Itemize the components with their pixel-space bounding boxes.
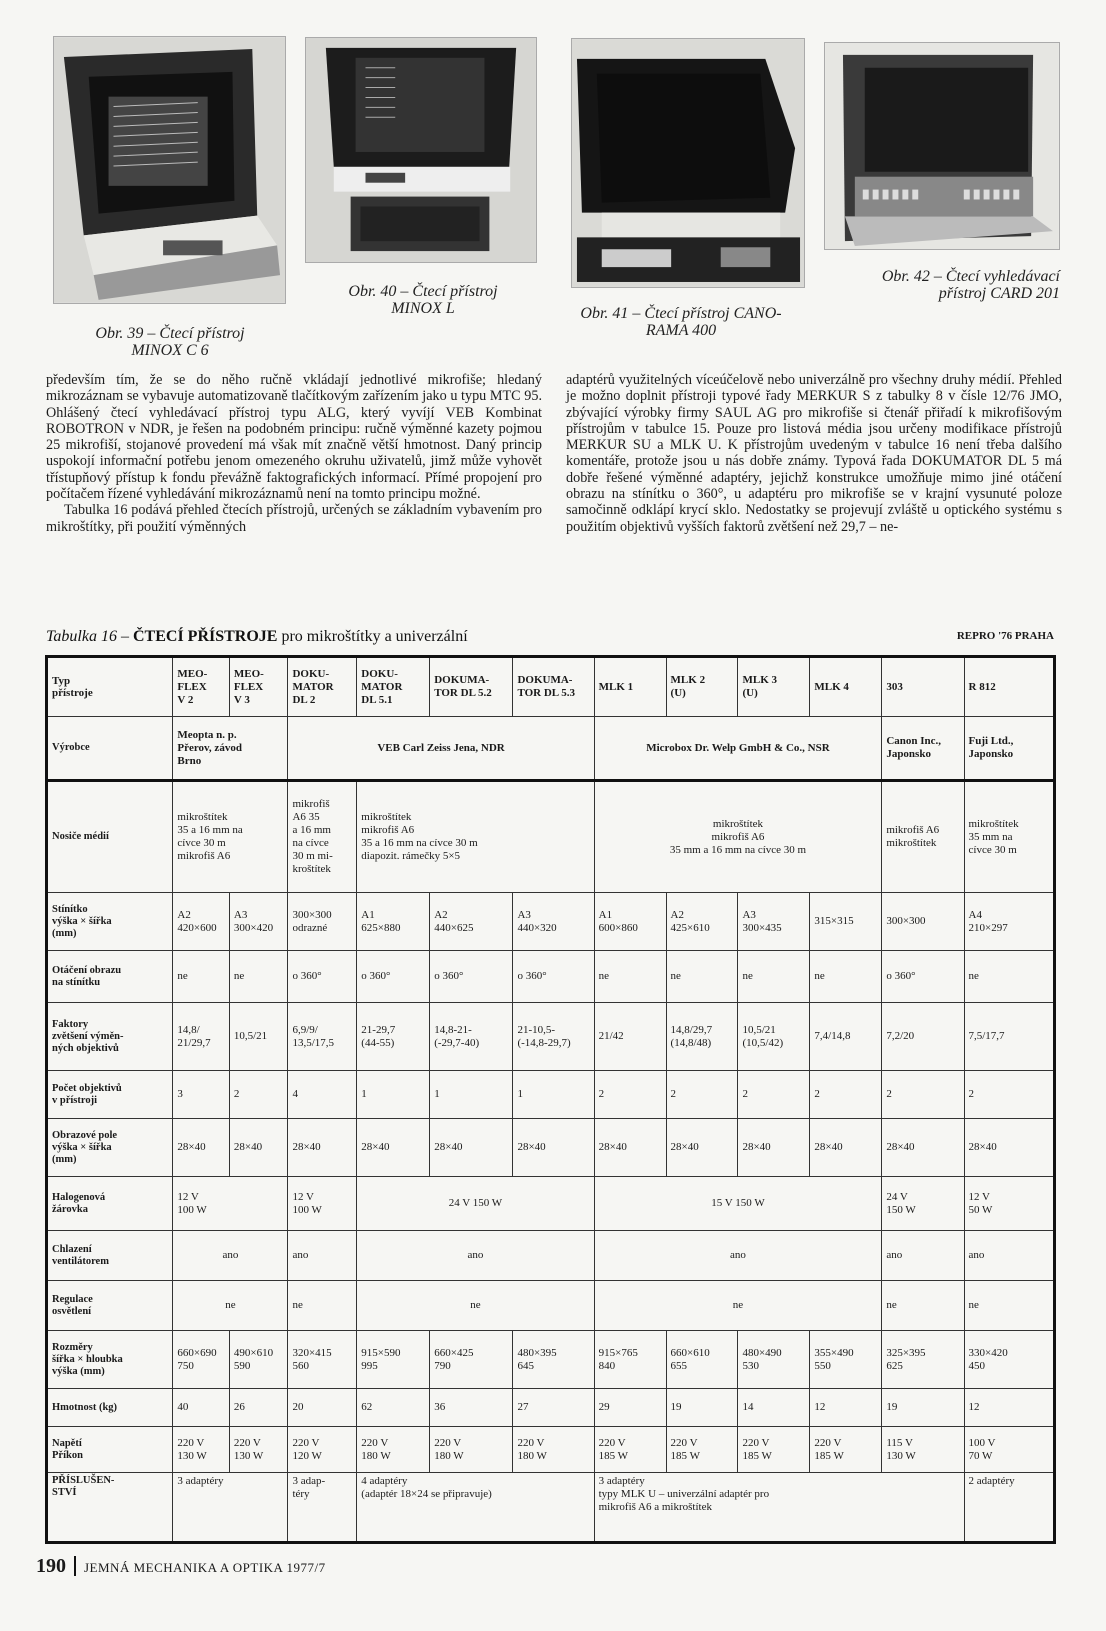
table-caption-title: ČTECÍ PŘÍSTROJE: [132, 628, 278, 645]
table-cell: 21-10,5- (-14,8-29,7): [513, 1003, 594, 1071]
table-cell: 19: [666, 1389, 738, 1427]
cell-regulace-mlk: ne: [594, 1281, 882, 1331]
photo-minox-c6: [53, 36, 286, 304]
table-cell: 2: [738, 1071, 810, 1119]
table-cell: 27: [513, 1389, 594, 1427]
table-row-vyrobce: [47, 717, 1055, 781]
table-cell: A3 300×420: [229, 893, 288, 951]
table-row-chlazeni: [47, 1231, 1055, 1281]
paragraph: adaptérů využitelných víceúčelově nebo univerzálně pro všechny druhy médií. Přehled je možno doplnit přístroji typové řady MERKUR S z tabulky 8 v čísle 12/76 JMO, zbývající výrobky firmy SAUL AG pro mikrofiše si čtenář přiřadí k mikrofišovým přístrojům v tabulce 15. Pouze pro listová média jsou určeny modifikace přístrojů MERKUR SU a MLK U. K přístrojům uvedeným v tabulce 16 není třeba dalšího komentáře, protože jsou u nás dobře známy. Typová řada DOKUMATOR DL 5 má dobře řešené výměnné adaptéry, jejichž konstrukce umožňuje mimo jiné otáčení obrazu na stínítku o 360°, u adaptéru pro mikrofiše se v krajní vysunuté poloze samočinně odklápí krycí sklo. Nedostatky se projevují zvláště u optického systému s použitím objektivů vyšších faktorů zvětšení než 29,7 – ne-: [566, 372, 1062, 535]
table-cell: A1 600×860: [594, 893, 666, 951]
table-cell: 21-29,7 (44-55): [357, 1003, 430, 1071]
table-cell: 1: [357, 1071, 430, 1119]
table-caption: [46, 628, 468, 646]
cell-nosice-canon: mikrofiš A6 mikroštítek: [882, 781, 964, 893]
table-row-hmotnost: [47, 1389, 1055, 1427]
cell-zarovka-mlk: 15 V 150 W: [594, 1177, 882, 1231]
table-cell: 300×300 odrazné: [288, 893, 357, 951]
photo-canorama-400: [571, 38, 805, 288]
journal-name: JEMNÁ MECHANIKA A OPTIKA 1977/7: [84, 1560, 326, 1575]
table-cell: 220 V 185 W: [738, 1427, 810, 1473]
table-cell: 2: [964, 1071, 1055, 1119]
table-cell: 26: [229, 1389, 288, 1427]
table-cell: 19: [882, 1389, 964, 1427]
cell-zarovka-fuji: 12 V 50 W: [964, 1177, 1055, 1231]
table-cell: 220 V 185 W: [594, 1427, 666, 1473]
table-cell: 28×40: [666, 1119, 738, 1177]
text-column-right: [566, 372, 1062, 535]
table-cell: o 360°: [513, 951, 594, 1003]
cell-zarovka-meoflex: 12 V 100 W: [173, 1177, 288, 1231]
table-row-rozmery: [47, 1331, 1055, 1389]
photo-card-201-image: [825, 43, 1059, 249]
photo-card-201: [824, 42, 1060, 250]
table-cell: ne: [810, 951, 882, 1003]
table-cell: 220 V 185 W: [810, 1427, 882, 1473]
cell-chlazeni-dl5: ano: [357, 1231, 594, 1281]
table-cell: 115 V 130 W: [882, 1427, 964, 1473]
table-cell: 20: [288, 1389, 357, 1427]
table-row-prislusenstvi: [47, 1473, 1055, 1543]
table-cell: 10,5/21 (10,5/42): [738, 1003, 810, 1071]
table-cell: A2 420×600: [173, 893, 230, 951]
table-cell: 2: [594, 1071, 666, 1119]
table-cell: 28×40: [288, 1119, 357, 1177]
cell-nosice-dl5: mikroštítek mikrofiš A6 35 a 16 mm na cívce 30 m diapozit. rámečky 5×5: [357, 781, 594, 893]
table-cell: 220 V 180 W: [357, 1427, 430, 1473]
header-napeti: Napětí Příkon: [47, 1427, 173, 1473]
table-cell: 315×315: [810, 893, 882, 951]
table-cell: 220 V 180 W: [513, 1427, 594, 1473]
table-cell: 6,9/9/ 13,5/17,5: [288, 1003, 357, 1071]
table-caption-prefix: Tabulka 16: [46, 628, 117, 645]
table-caption-separator: –: [116, 628, 133, 645]
maker-microbox: Microbox Dr. Welp GmbH & Co., NSR: [594, 717, 882, 781]
devices-table: [45, 655, 1056, 1544]
model-cell: MEO- FLEX V 2: [173, 657, 230, 717]
table-cell: 2: [882, 1071, 964, 1119]
header-rozmery: Rozměry šířka × hloubka výška (mm): [47, 1331, 173, 1389]
maker-fuji: Fuji Ltd., Japonsko: [964, 717, 1055, 781]
cell-chlazeni-canon: ano: [882, 1231, 964, 1281]
table-cell: 7,2/20: [882, 1003, 964, 1071]
table-cell: 490×610 590: [229, 1331, 288, 1389]
header-typ: Typ přístroje: [47, 657, 173, 717]
maker-meopta: Meopta n. p. Přerov, závod Brno: [173, 717, 288, 781]
header-chlazeni: Chlazení ventilátorem: [47, 1231, 173, 1281]
table-cell: A3 300×435: [738, 893, 810, 951]
table-cell: 14,8/ 21/29,7: [173, 1003, 230, 1071]
model-cell: DOKU- MATOR DL 5.1: [357, 657, 430, 717]
header-regulace: Regulace osvětlení: [47, 1281, 173, 1331]
header-hmotnost: Hmotnost (kg): [47, 1389, 173, 1427]
table-cell: 220 V 130 W: [229, 1427, 288, 1473]
table-cell: A4 210×297: [964, 893, 1055, 951]
table-cell: 660×610 655: [666, 1331, 738, 1389]
table-cell: 28×40: [357, 1119, 430, 1177]
table-cell: 320×415 560: [288, 1331, 357, 1389]
caption-obr42: Obr. 42 – Čtecí vyhledávací přístroj CARD 201: [881, 268, 1060, 302]
header-nosice: Nosiče médií: [47, 781, 173, 893]
table-cell: A3 440×320: [513, 893, 594, 951]
table-cell: 355×490 550: [810, 1331, 882, 1389]
table-row-pole: [47, 1119, 1055, 1177]
header-faktory: Faktory zvětšení výměn- ných objektivů: [47, 1003, 173, 1071]
table-cell: 220 V 120 W: [288, 1427, 357, 1473]
cell-regulace-fuji: ne: [964, 1281, 1055, 1331]
table-cell: 220 V 180 W: [430, 1427, 513, 1473]
table-cell: 28×40: [513, 1119, 594, 1177]
maker-canon: Canon Inc., Japonsko: [882, 717, 964, 781]
cell-chlazeni-mlk: ano: [594, 1231, 882, 1281]
table-cell: ne: [666, 951, 738, 1003]
cell-nosice-dl2: mikrofiš A6 35 a 16 mm na cívce 30 m mi- kroštítek: [288, 781, 357, 893]
header-pocet: Počet objektivů v přístroji: [47, 1071, 173, 1119]
table-cell: 21/42: [594, 1003, 666, 1071]
table-cell: 325×395 625: [882, 1331, 964, 1389]
paragraph: především tím, že se do něho ručně vkládají jednotlivé mikrofiše; hledaný mikrozáznam se vybavuje automatizovaně tlačítkovým zařízením jako u typu MTC 95. Ohlášený čtecí vyhledávací přístroj typu ALG, který vyvíjí VEB Kombinat ROBOTRON v NDR, je řešen na podobném principu: ručně výměnné kazety pojmou 25 mikrofiší, stojanové provedení má však mít značně větší hmotnost. Daný princip uspokojí informační potřebu jenom omezeného okruhu uživatelů, jimž může vyhovět třístupňový přístup k fondu převážně faktografických informací. Přímé propojení pro počítačem řízené vyhledávání mikrozáznamů není na tomto principu možné.: [46, 372, 542, 503]
table-cell: A2 440×625: [430, 893, 513, 951]
caption-obr39: Obr. 39 – Čtecí přístroj MINOX C 6: [95, 325, 245, 359]
table-cell: 300×300: [882, 893, 964, 951]
cell-nosice-fuji: mikroštítek 35 mm na cívce 30 m: [964, 781, 1055, 893]
table-cell: 915×765 840: [594, 1331, 666, 1389]
table-cell: 28×40: [594, 1119, 666, 1177]
table-cell: 480×490 530: [738, 1331, 810, 1389]
caption-obr40: Obr. 40 – Čtecí přístroj MINOX L: [348, 283, 498, 317]
table-cell: 36: [430, 1389, 513, 1427]
header-otaceni: Otáčení obrazu na stínítku: [47, 951, 173, 1003]
paragraph: Tabulka 16 podává přehled čtecích přístrojů, určených se základním vybavením pro mikroštítky, při použití výměnných: [46, 502, 542, 535]
table-cell: o 360°: [357, 951, 430, 1003]
page-number: 190: [36, 1555, 66, 1577]
table-cell: 220 V 130 W: [173, 1427, 230, 1473]
cell-regulace-canon: ne: [882, 1281, 964, 1331]
table-cell: 62: [357, 1389, 430, 1427]
table-row-regulace: [47, 1281, 1055, 1331]
cell-nosice-meoflex: mikroštítek 35 a 16 mm na cívce 30 m mikrofiš A6: [173, 781, 288, 893]
photo-minox-c6-image: [54, 37, 285, 303]
table-cell: o 360°: [430, 951, 513, 1003]
table-cell: ne: [173, 951, 230, 1003]
cell-regulace-dl2: ne: [288, 1281, 357, 1331]
table-cell: 12: [810, 1389, 882, 1427]
table-cell: ne: [964, 951, 1055, 1003]
table-cell: 28×40: [882, 1119, 964, 1177]
table-cell: 7,4/14,8: [810, 1003, 882, 1071]
table-cell: 14,8-21- (-29,7-40): [430, 1003, 513, 1071]
header-prislusenstvi: PŘÍSLUŠEN- STVÍ: [47, 1473, 173, 1543]
caption-obr41: Obr. 41 – Čtecí přístroj CANO- RAMA 400: [580, 305, 782, 339]
table-cell: 220 V 185 W: [666, 1427, 738, 1473]
table-cell: 2: [810, 1071, 882, 1119]
footer-divider: [74, 1556, 76, 1576]
table-cell: 10,5/21: [229, 1003, 288, 1071]
cell-zarovka-canon: 24 V 150 W: [882, 1177, 964, 1231]
table-cell: 1: [430, 1071, 513, 1119]
table-cell: ne: [738, 951, 810, 1003]
header-zarovka: Halogenová žárovka: [47, 1177, 173, 1231]
model-cell: DOKUMA- TOR DL 5.3: [513, 657, 594, 717]
table-cell: 660×690 750: [173, 1331, 230, 1389]
table-cell: 28×40: [229, 1119, 288, 1177]
table-cell: 14: [738, 1389, 810, 1427]
cell-prislusenstvi-fuji: 2 adaptéry: [964, 1473, 1055, 1543]
cell-regulace-dl5: ne: [357, 1281, 594, 1331]
table-cell: 14,8/29,7 (14,8/48): [666, 1003, 738, 1071]
table-cell: 100 V 70 W: [964, 1427, 1055, 1473]
model-cell: MLK 2 (U): [666, 657, 738, 717]
table-cell: ne: [594, 951, 666, 1003]
model-cell: DOKU- MATOR DL 2: [288, 657, 357, 717]
table-cell: A1 625×880: [357, 893, 430, 951]
table-cell: 28×40: [810, 1119, 882, 1177]
table-row-faktory: [47, 1003, 1055, 1071]
table-row-stinitko: [47, 893, 1055, 951]
table-cell: 330×420 450: [964, 1331, 1055, 1389]
table-cell: 7,5/17,7: [964, 1003, 1055, 1071]
table-cell: o 360°: [882, 951, 964, 1003]
table-cell: 3: [173, 1071, 230, 1119]
header-pole: Obrazové pole výška × šířka (mm): [47, 1119, 173, 1177]
table-cell: 28×40: [964, 1119, 1055, 1177]
model-cell: DOKUMA- TOR DL 5.2: [430, 657, 513, 717]
table-cell: 4: [288, 1071, 357, 1119]
photo-minox-l: [305, 37, 537, 263]
table-cell: 480×395 645: [513, 1331, 594, 1389]
table-cell: 1: [513, 1071, 594, 1119]
table-row-nosice: [47, 781, 1055, 893]
table-row-pocet: [47, 1071, 1055, 1119]
model-cell: MLK 4: [810, 657, 882, 717]
cell-zarovka-dl2: 12 V 100 W: [288, 1177, 357, 1231]
cell-prislusenstvi-dl2: 3 adap- téry: [288, 1473, 357, 1543]
table-caption-rest: pro mikroštítky a univerzální: [277, 628, 468, 645]
table-cell: 2: [666, 1071, 738, 1119]
table-cell: A2 425×610: [666, 893, 738, 951]
table-row-napeti: [47, 1427, 1055, 1473]
table-cell: 12: [964, 1389, 1055, 1427]
table-row-otaceni: [47, 951, 1055, 1003]
text-column-left: [46, 372, 542, 535]
model-cell: MLK 3 (U): [738, 657, 810, 717]
cell-chlazeni-fuji: ano: [964, 1231, 1055, 1281]
photo-minox-l-image: [306, 38, 536, 262]
table-cell: 2: [229, 1071, 288, 1119]
table-cell: 915×590 995: [357, 1331, 430, 1389]
table-cell: 28×40: [738, 1119, 810, 1177]
model-cell: MLK 1: [594, 657, 666, 717]
header-vyrobce: Výrobce: [47, 717, 173, 781]
table-cell: 660×425 790: [430, 1331, 513, 1389]
cell-chlazeni-dl2: ano: [288, 1231, 357, 1281]
model-cell: R 812: [964, 657, 1055, 717]
cell-prislusenstvi-dl5: 4 adaptéry (adaptér 18×24 se připravuje): [357, 1473, 594, 1543]
table-row-zarovka: [47, 1177, 1055, 1231]
model-cell: MEO- FLEX V 3: [229, 657, 288, 717]
cell-nosice-mlk: mikroštítek mikrofiš A6 35 mm a 16 mm na cívce 30 m: [594, 781, 882, 893]
table-cell: ne: [229, 951, 288, 1003]
model-cell: 303: [882, 657, 964, 717]
table-cell: 28×40: [430, 1119, 513, 1177]
cell-zarovka-dl5: 24 V 150 W: [357, 1177, 594, 1231]
repro-credit: REPRO '76 PRAHA: [956, 630, 1054, 642]
photo-canorama-400-image: [572, 39, 804, 287]
table-cell: 29: [594, 1389, 666, 1427]
cell-regulace-meoflex: ne: [173, 1281, 288, 1331]
cell-chlazeni-meoflex: ano: [173, 1231, 288, 1281]
table-cell: o 360°: [288, 951, 357, 1003]
table-cell: 28×40: [173, 1119, 230, 1177]
cell-prislusenstvi-mlk: 3 adaptéry typy MLK U – univerzální adaptér pro mikrofiš A6 a mikroštítek: [594, 1473, 964, 1543]
maker-zeiss: VEB Carl Zeiss Jena, NDR: [288, 717, 594, 781]
header-stinitko: Stínítko výška × šířka (mm): [47, 893, 173, 951]
table-row-models: [47, 657, 1055, 717]
cell-prislusenstvi-meoflex: 3 adaptéry: [173, 1473, 288, 1543]
table-cell: 40: [173, 1389, 230, 1427]
page-footer: [36, 1555, 326, 1578]
